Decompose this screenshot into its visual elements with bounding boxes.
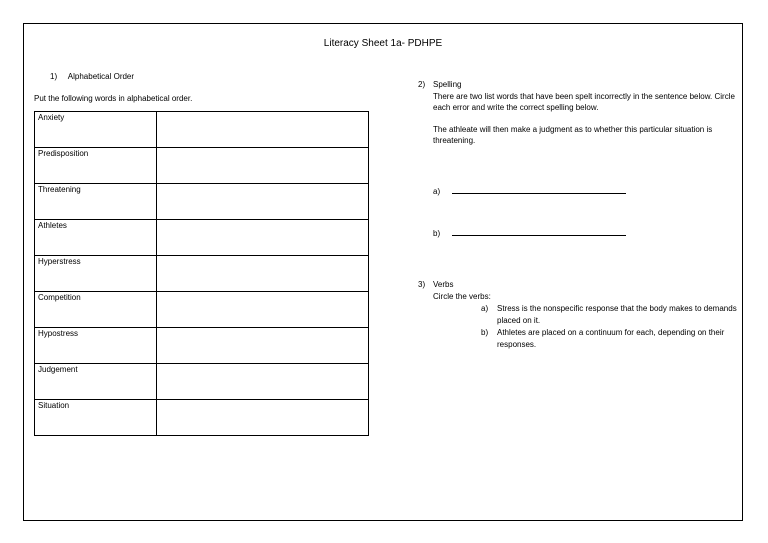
verb-sentence-b <box>481 327 738 350</box>
section-1-instruction: Put the following words in alphabetical order. <box>34 94 193 103</box>
verb-sentences-list <box>433 303 738 350</box>
verb-sentence-b-label: b) <box>481 328 489 337</box>
word-cell: Anxiety <box>35 112 157 148</box>
section-3-verbs <box>418 279 738 351</box>
alphabetical-order-table <box>34 111 369 436</box>
table-row <box>35 364 369 400</box>
table-row <box>35 328 369 364</box>
section-1-heading <box>50 72 134 81</box>
word-cell: Athletes <box>35 220 157 256</box>
answer-cell[interactable] <box>157 148 369 184</box>
answer-cell[interactable] <box>157 184 369 220</box>
word-cell: Predisposition <box>35 148 157 184</box>
answer-cell[interactable] <box>157 400 369 436</box>
answer-cell[interactable] <box>157 364 369 400</box>
table-row <box>35 220 369 256</box>
section-1-title: Alphabetical Order <box>67 72 135 81</box>
answer-cell[interactable] <box>157 292 369 328</box>
word-cell: Hypostress <box>35 328 157 364</box>
verb-sentence-a-label: a) <box>481 304 489 313</box>
answer-b-label: b) <box>433 229 441 238</box>
table-row <box>35 148 369 184</box>
table-row <box>35 292 369 328</box>
section-2-spelling <box>418 79 738 147</box>
section-3-title: Verbs <box>433 280 454 289</box>
answer-a-label: a) <box>433 187 441 196</box>
section-2-title: Spelling <box>433 80 462 89</box>
word-cell: Threatening <box>35 184 157 220</box>
answer-b-line[interactable] <box>452 227 626 236</box>
answer-a-line[interactable] <box>452 185 626 194</box>
answer-cell[interactable] <box>157 220 369 256</box>
answer-cell[interactable] <box>157 328 369 364</box>
word-cell: Competition <box>35 292 157 328</box>
word-cell: Hyperstress <box>35 256 157 292</box>
spelling-answer-a <box>433 185 626 196</box>
answer-cell[interactable] <box>157 256 369 292</box>
table-row <box>35 112 369 148</box>
spelling-answer-b <box>433 227 626 238</box>
section-1-number: 1) <box>50 72 58 81</box>
page-title: Literacy Sheet 1a- PDHPE <box>323 38 443 49</box>
verb-sentence-a <box>481 303 738 326</box>
word-cell: Judgement <box>35 364 157 400</box>
section-2-number: 2) <box>418 80 426 89</box>
section-2-instruction: There are two list words that have been spelt incorrectly in the sentence below. Circle each error and write the correct spelling below. <box>433 91 735 112</box>
table-row <box>35 400 369 436</box>
section-3-instruction: Circle the verbs: <box>433 291 491 301</box>
answer-cell[interactable] <box>157 112 369 148</box>
section-3-number: 3) <box>418 280 426 289</box>
worksheet-page <box>23 23 743 521</box>
section-2-sentence: The athleate will then make a judgment as to whether this particular situation is threatening. <box>433 124 713 145</box>
word-cell: Situation <box>35 400 157 436</box>
table-row <box>35 184 369 220</box>
verb-sentence-b-text: Athletes are placed on a continuum for each, depending on their responses. <box>497 328 725 349</box>
table-row <box>35 256 369 292</box>
verb-sentence-a-text: Stress is the nonspecific response that the body makes to demands placed on it. <box>497 304 737 325</box>
